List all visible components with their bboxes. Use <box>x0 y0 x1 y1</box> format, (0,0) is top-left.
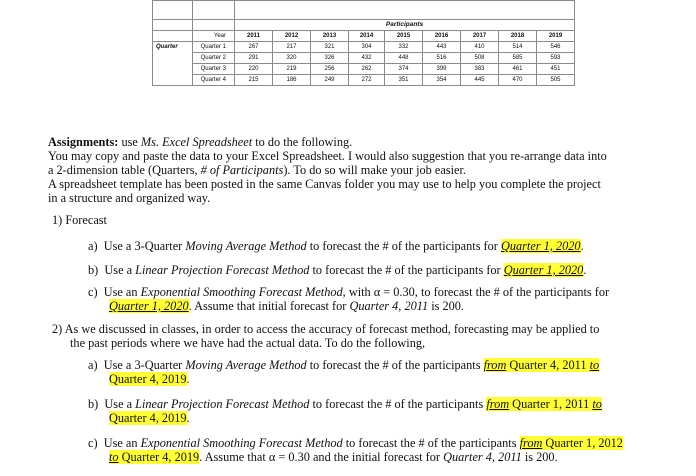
static-text: Quarter 4, 2019 <box>118 450 200 464</box>
list-item-continuation <box>109 299 464 313</box>
table-cell: 291 <box>235 53 273 64</box>
static-text: is 200. <box>521 450 558 464</box>
year-cell: 2012 <box>273 31 311 42</box>
static-text: Quarter 1, 2012 <box>542 436 623 450</box>
list-item <box>88 358 599 372</box>
table-cell: 320 <box>273 53 311 64</box>
table-row <box>153 64 575 75</box>
table-row <box>153 75 575 86</box>
table-cell: 470 <box>499 75 537 86</box>
highlighted-text: Quarter 4, 2019 <box>109 372 187 386</box>
table-cell: 399 <box>423 64 461 75</box>
tool-name: Ms. Excel Spreadsheet <box>140 135 253 149</box>
table-cell: 508 <box>461 53 499 64</box>
table-cell: 593 <box>537 53 575 64</box>
static-text: . <box>580 239 584 253</box>
paragraph-line: in a structure and organized way. <box>48 191 211 205</box>
static-text: is 200. <box>428 299 465 313</box>
static-text: Use an <box>103 436 141 450</box>
static-text: Quarter 4, 2011 <box>349 299 429 313</box>
method-name: Linear Projection Forecast Method <box>135 263 310 277</box>
highlighted-range <box>520 436 623 450</box>
item-marker: c) <box>88 436 98 450</box>
highlighted-text: Quarter 1, 2020 <box>109 299 189 313</box>
paragraph-line <box>48 163 466 177</box>
item-marker: b) <box>88 397 99 411</box>
list-item-continuation <box>109 372 190 386</box>
year-cell: 2016 <box>423 31 461 42</box>
table-cell: 505 <box>537 75 575 86</box>
table-cell: 461 <box>499 64 537 75</box>
list-item-continuation <box>109 411 190 425</box>
static-text: Use a <box>104 263 136 277</box>
row-label: Quarter 2 <box>193 53 235 64</box>
static-text: to <box>109 450 119 464</box>
static-text: Quarter 4, 2011 <box>443 450 522 464</box>
section-title-continuation: the past periods where we have had the actual data. To do the following, <box>70 336 426 350</box>
section-title: 2) As we discussed in classes, in order to access the accuracy of forecast method, forecasting may be applied to <box>52 322 600 336</box>
table-cell: 443 <box>423 42 461 53</box>
table-cell: 374 <box>385 64 423 75</box>
static-text: Use an <box>103 285 141 299</box>
participants-header: Participants <box>235 20 575 31</box>
table-cell: 326 <box>311 53 349 64</box>
static-text: . Assume that α = 0.30 and the initial forecast for <box>199 450 444 464</box>
static-text: Use a <box>104 397 136 411</box>
static-text: from <box>519 436 543 450</box>
static-text: # of Participants <box>200 163 284 177</box>
table-row <box>153 42 575 53</box>
item-marker: c) <box>88 285 98 299</box>
table-cell: 220 <box>235 64 273 75</box>
static-text: with α = 0.30, to forecast the # of the participants for <box>345 285 610 299</box>
list-item <box>88 397 602 411</box>
static-text: . Assume that initial forecast for <box>188 299 350 313</box>
highlighted-text: Quarter 1, 2020 <box>500 239 581 253</box>
year-cell: 2013 <box>311 31 349 42</box>
table-cell: 585 <box>499 53 537 64</box>
table-cell: 432 <box>349 53 385 64</box>
item-marker: a) <box>88 358 98 372</box>
table-cell: 262 <box>349 64 385 75</box>
list-item <box>88 263 586 277</box>
item-marker: b) <box>88 263 99 277</box>
year-label: Year <box>193 31 235 42</box>
item-marker: a) <box>88 239 98 253</box>
table-cell: 410 <box>461 42 499 53</box>
table-cell: 267 <box>235 42 273 53</box>
method-name: Exponential Smoothing Forecast Method <box>140 436 343 450</box>
highlighted-text: Quarter 4, 2019 <box>109 411 187 425</box>
list-item <box>88 239 584 253</box>
assignments-heading: Assignments: <box>48 135 119 149</box>
table-cell: 383 <box>461 64 499 75</box>
table-corner <box>193 1 235 20</box>
table-cell: 219 <box>273 64 311 75</box>
table-cell: 217 <box>273 42 311 53</box>
table-cell: 272 <box>349 75 385 86</box>
static-text: use <box>118 135 141 149</box>
year-cell: 2019 <box>537 31 575 42</box>
static-text: . <box>186 411 190 425</box>
table-cell: 546 <box>537 42 575 53</box>
year-cell: 2017 <box>461 31 499 42</box>
static-text: Quarter 1, 2011 <box>509 397 593 411</box>
table-cell: 321 <box>311 42 349 53</box>
quarter-group-label: Quarter <box>153 42 193 86</box>
row-label: Quarter 1 <box>193 42 235 53</box>
method-name: Linear Projection Forecast Method <box>135 397 310 411</box>
table-cell: 445 <box>461 75 499 86</box>
static-text: to forecast the # of the participants <box>306 358 484 372</box>
method-name: Moving Average Method <box>185 358 307 372</box>
year-cell: 2014 <box>349 31 385 42</box>
list-item <box>88 436 623 450</box>
table-corner <box>153 31 193 42</box>
table-cell: 516 <box>423 53 461 64</box>
year-cell: 2018 <box>499 31 537 42</box>
row-label: Quarter 3 <box>193 64 235 75</box>
table-cell: 514 <box>499 42 537 53</box>
static-text: to do the following. <box>252 135 353 149</box>
static-text: to forecast the # of the participants for <box>309 263 504 277</box>
static-text: Quarter 4, 2011 <box>506 358 590 372</box>
year-cell: 2015 <box>385 31 423 42</box>
table-cell: 304 <box>349 42 385 53</box>
table-cell: 186 <box>273 75 311 86</box>
static-text: . <box>583 263 587 277</box>
table-cell: 451 <box>537 64 575 75</box>
table-cell: 215 <box>235 75 273 86</box>
static-text: Use a 3-Quarter <box>103 358 186 372</box>
table-corner <box>153 1 193 20</box>
assignments-line <box>48 135 352 149</box>
year-cell: 2011 <box>235 31 273 42</box>
static-text: from <box>483 358 507 372</box>
static-text: to forecast the # of the participants for <box>306 239 501 253</box>
table-corner <box>193 20 235 31</box>
highlighted-range <box>484 358 600 372</box>
table-cell: 354 <box>423 75 461 86</box>
participants-table <box>152 0 575 86</box>
static-text: to forecast the # of the participants <box>342 436 520 450</box>
static-text: a 2-dimension table (Quarters, <box>48 163 201 177</box>
list-item <box>88 285 609 299</box>
table-cell: 256 <box>311 64 349 75</box>
highlighted-text: Quarter 1, 2020 <box>503 263 584 277</box>
table-cell: 332 <box>385 42 423 53</box>
static-text: to <box>589 358 600 372</box>
table-corner <box>153 20 193 31</box>
static-text: from <box>486 397 510 411</box>
table-cell: 351 <box>385 75 423 86</box>
static-text: to <box>592 397 602 411</box>
method-name: Exponential Smoothing Forecast Method, <box>140 285 346 299</box>
paragraph-line: You may copy and paste the data to your Excel Spreadsheet. I would also suggestion that you re-arrange data into <box>48 149 607 163</box>
table-cell: 448 <box>385 53 423 64</box>
method-name: Moving Average Method <box>185 239 307 253</box>
paragraph-line: A spreadsheet template has been posted in the same Canvas folder you may use to help you complete the project <box>48 177 601 191</box>
static-text: ). To do so will make your job easier. <box>283 163 466 177</box>
list-item-continuation <box>109 450 558 464</box>
row-label: Quarter 4 <box>193 75 235 86</box>
highlighted-range <box>109 450 199 464</box>
table-cell: 249 <box>311 75 349 86</box>
table-blank-header <box>235 1 575 20</box>
static-text: to forecast the # of the participants <box>309 397 487 411</box>
section-title: 1) Forecast <box>52 213 107 227</box>
static-text: . <box>186 372 190 386</box>
highlighted-range <box>486 397 602 411</box>
static-text: Use a 3-Quarter <box>103 239 186 253</box>
table-row <box>153 53 575 64</box>
